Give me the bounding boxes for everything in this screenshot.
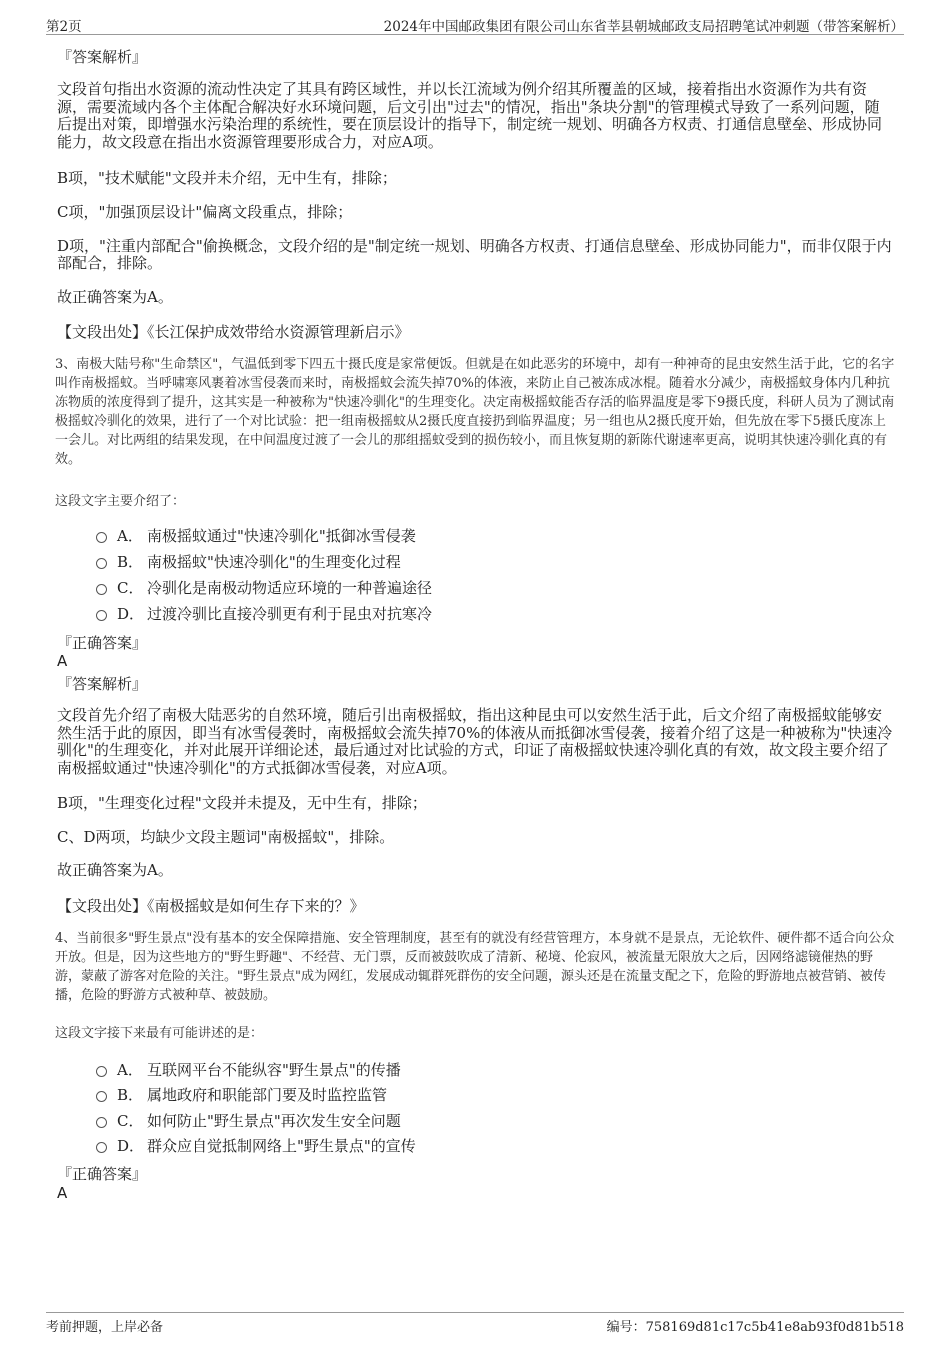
q2-conclusion: 故正确答案为A。 [57, 288, 173, 306]
page-number: 第2页 [46, 19, 82, 35]
radio-icon[interactable] [96, 1142, 107, 1153]
radio-icon[interactable] [96, 532, 107, 543]
radio-icon[interactable] [96, 1066, 107, 1077]
q3-conclusion: 故正确答案为A。 [57, 861, 173, 879]
q3-answer: A [57, 652, 68, 670]
q3-option-b[interactable]: B． 南极摇蚊"快速冷驯化"的生理变化过程 [96, 551, 401, 571]
radio-icon[interactable] [96, 1091, 107, 1102]
q3-analysis-label: 『答案解析』 [57, 675, 148, 693]
footer-slogan: 考前押题，上岸必备 [46, 1320, 164, 1335]
q4-answer-label: 『正确答案』 [57, 1165, 148, 1183]
q4-prompt: 这段文字接下来最有可能讲述的是： [55, 1026, 264, 1041]
q2-option-c-note: C项，"加强顶层设计"偏离文段重点，排除； [57, 203, 353, 221]
q3-answer-label: 『正确答案』 [57, 634, 148, 652]
q4-option-a[interactable]: A． 互联网平台不能纵容"野生景点"的传播 [96, 1059, 401, 1079]
document-title: 2024年中国邮政集团有限公司山东省莘县朝城邮政支局招聘笔试冲刺题（带答案解析） [383, 19, 904, 35]
q4-option-d[interactable]: D． 群众应自觉抵制网络上"野生景点"的宣传 [96, 1135, 416, 1155]
q3-option-c[interactable]: C． 冷驯化是南极动物适应环境的一种普遍途径 [96, 577, 432, 597]
page-header [46, 14, 904, 35]
q3-prompt: 这段文字主要介绍了： [55, 494, 186, 509]
q2-analysis-label: 『答案解析』 [57, 48, 148, 66]
radio-icon[interactable] [96, 1117, 107, 1128]
q3-option-d[interactable]: D． 过渡冷驯比直接冷驯更有利于昆虫对抗寒冷 [96, 603, 432, 623]
q3-option-b-note: B项，"生理变化过程"文段并未提及，无中生有，排除； [57, 794, 427, 812]
q2-option-b-note: B项，"技术赋能"文段并未介绍，无中生有，排除； [57, 169, 397, 187]
q4-option-c[interactable]: C． 如何防止"野生景点"再次发生安全问题 [96, 1110, 401, 1130]
q4-option-b[interactable]: B． 属地政府和职能部门要及时监控监管 [96, 1084, 387, 1104]
q2-analysis: 文段首句指出水资源的流动性决定了其具有跨区域性，并以长江流域为例介绍其所覆盖的区域，接着指出水资源作为共有资源，需要流域内各个主体配合解决好水环境问题，后文引出"过去"的情况，指出"条块分割"的管理模式导致了一系列问题，随后提出对策，即增强水污染治理的系统性，要在顶层设计的指导下，制定统一规划、明确各方权责、打通信息壁垒、形成协同能力，故文段意在指出水资源管理要形成合力，对应A项。 [57, 80, 883, 151]
q3-option-cd-note: C、D两项，均缺少文段主题词"南极摇蚊"，排除。 [57, 828, 395, 846]
radio-icon[interactable] [96, 558, 107, 569]
q3-option-a[interactable]: A． 南极摇蚊通过"快速冷驯化"抵御冰雪侵袭 [96, 525, 416, 545]
page-footer [46, 1312, 904, 1335]
q4-answer: A [57, 1184, 68, 1202]
q3-source: 【文段出处】《南极摇蚊是如何生存下来的？》 [57, 897, 365, 915]
radio-icon[interactable] [96, 610, 107, 621]
q3-analysis: 文段首先介绍了南极大陆恶劣的自然环境，随后引出南极摇蚊，指出这种昆虫可以安然生活于此，后文介绍了南极摇蚊能够安然生活于此的原因，即当有冰雪侵袭时，南极摇蚊会流失掉70%的体液从而抵御冰雪侵袭，接着介绍了这是一种被称为"快速冷驯化"的生理变化，并对此展开详细论述，最后通过对比试验的方式，印证了南极摇蚊快速冷驯化真的有效，故文段主要介绍了南极摇蚊通过"快速冷驯化"的方式抵御冰雪侵袭，对应A项。 [57, 706, 893, 777]
document-id: 编号：758169d81c17c5b41e8ab93f0d81b518 [606, 1320, 904, 1335]
q4-stem: 4、当前很多"野生景点"没有基本的安全保障措施、安全管理制度，甚至有的就没有经营管理方，本身就不是景点，无论软件、硬件都不适合向公众开放。但是，因为这些地方的"野生野趣"、不经营、无门票，反而被鼓吹成了清新、秘境、伦寂风，被流量无限放大之后，因网络滤镜催热的野游，蒙蔽了游客对危险的关注。"野生景点"成为网红，发展成动辄群死群伤的安全问题，源头还是在流量支配之下，危险的野游地点被营销、被传播，危险的野游方式被种草、被鼓励。 [55, 931, 895, 1003]
q3-stem: 3、南极大陆号称"生命禁区"，气温低到零下四五十摄氏度是家常便饭。但就是在如此恶劣的环境中，却有一种神奇的昆虫安然生活于此，它的名字叫作南极摇蚊。当呼啸寒风裹着冰雪侵袭而来时，南极摇蚊会流失掉70%的体液，来防止自己被冻成冰棍。随着水分减少，南极摇蚊身体内几种抗冻物质的浓度得到了提升，这其实是一种被称为"快速冷驯化"的生理变化。决定南极摇蚊能否存活的临界温度是零下9摄氏度，科研人员为了测试南极摇蚊冷驯化的效果，进行了一个对比试验：把一组南极摇蚊从2摄氏度直接扔到临界温度；另一组也从2摄氏度开始，但先放在零下5摄氏度冻上一会儿。对比两组的结果发现，在中间温度过渡了一会儿的那组摇蚊受到的损伤较小，而且恢复期的新陈代谢速率更高，说明其快速冷驯化真的有效。 [55, 357, 895, 467]
radio-icon[interactable] [96, 584, 107, 595]
q2-source: 【文段出处】《长江保护成效带给水资源管理新启示》 [57, 323, 410, 341]
q2-option-d-note: D项，"注重内部配合"偷换概念，文段介绍的是"制定统一规划、明确各方权责、打通信息壁垒、形成协同能力"，而非仅限于内部配合，排除。 [57, 237, 892, 272]
